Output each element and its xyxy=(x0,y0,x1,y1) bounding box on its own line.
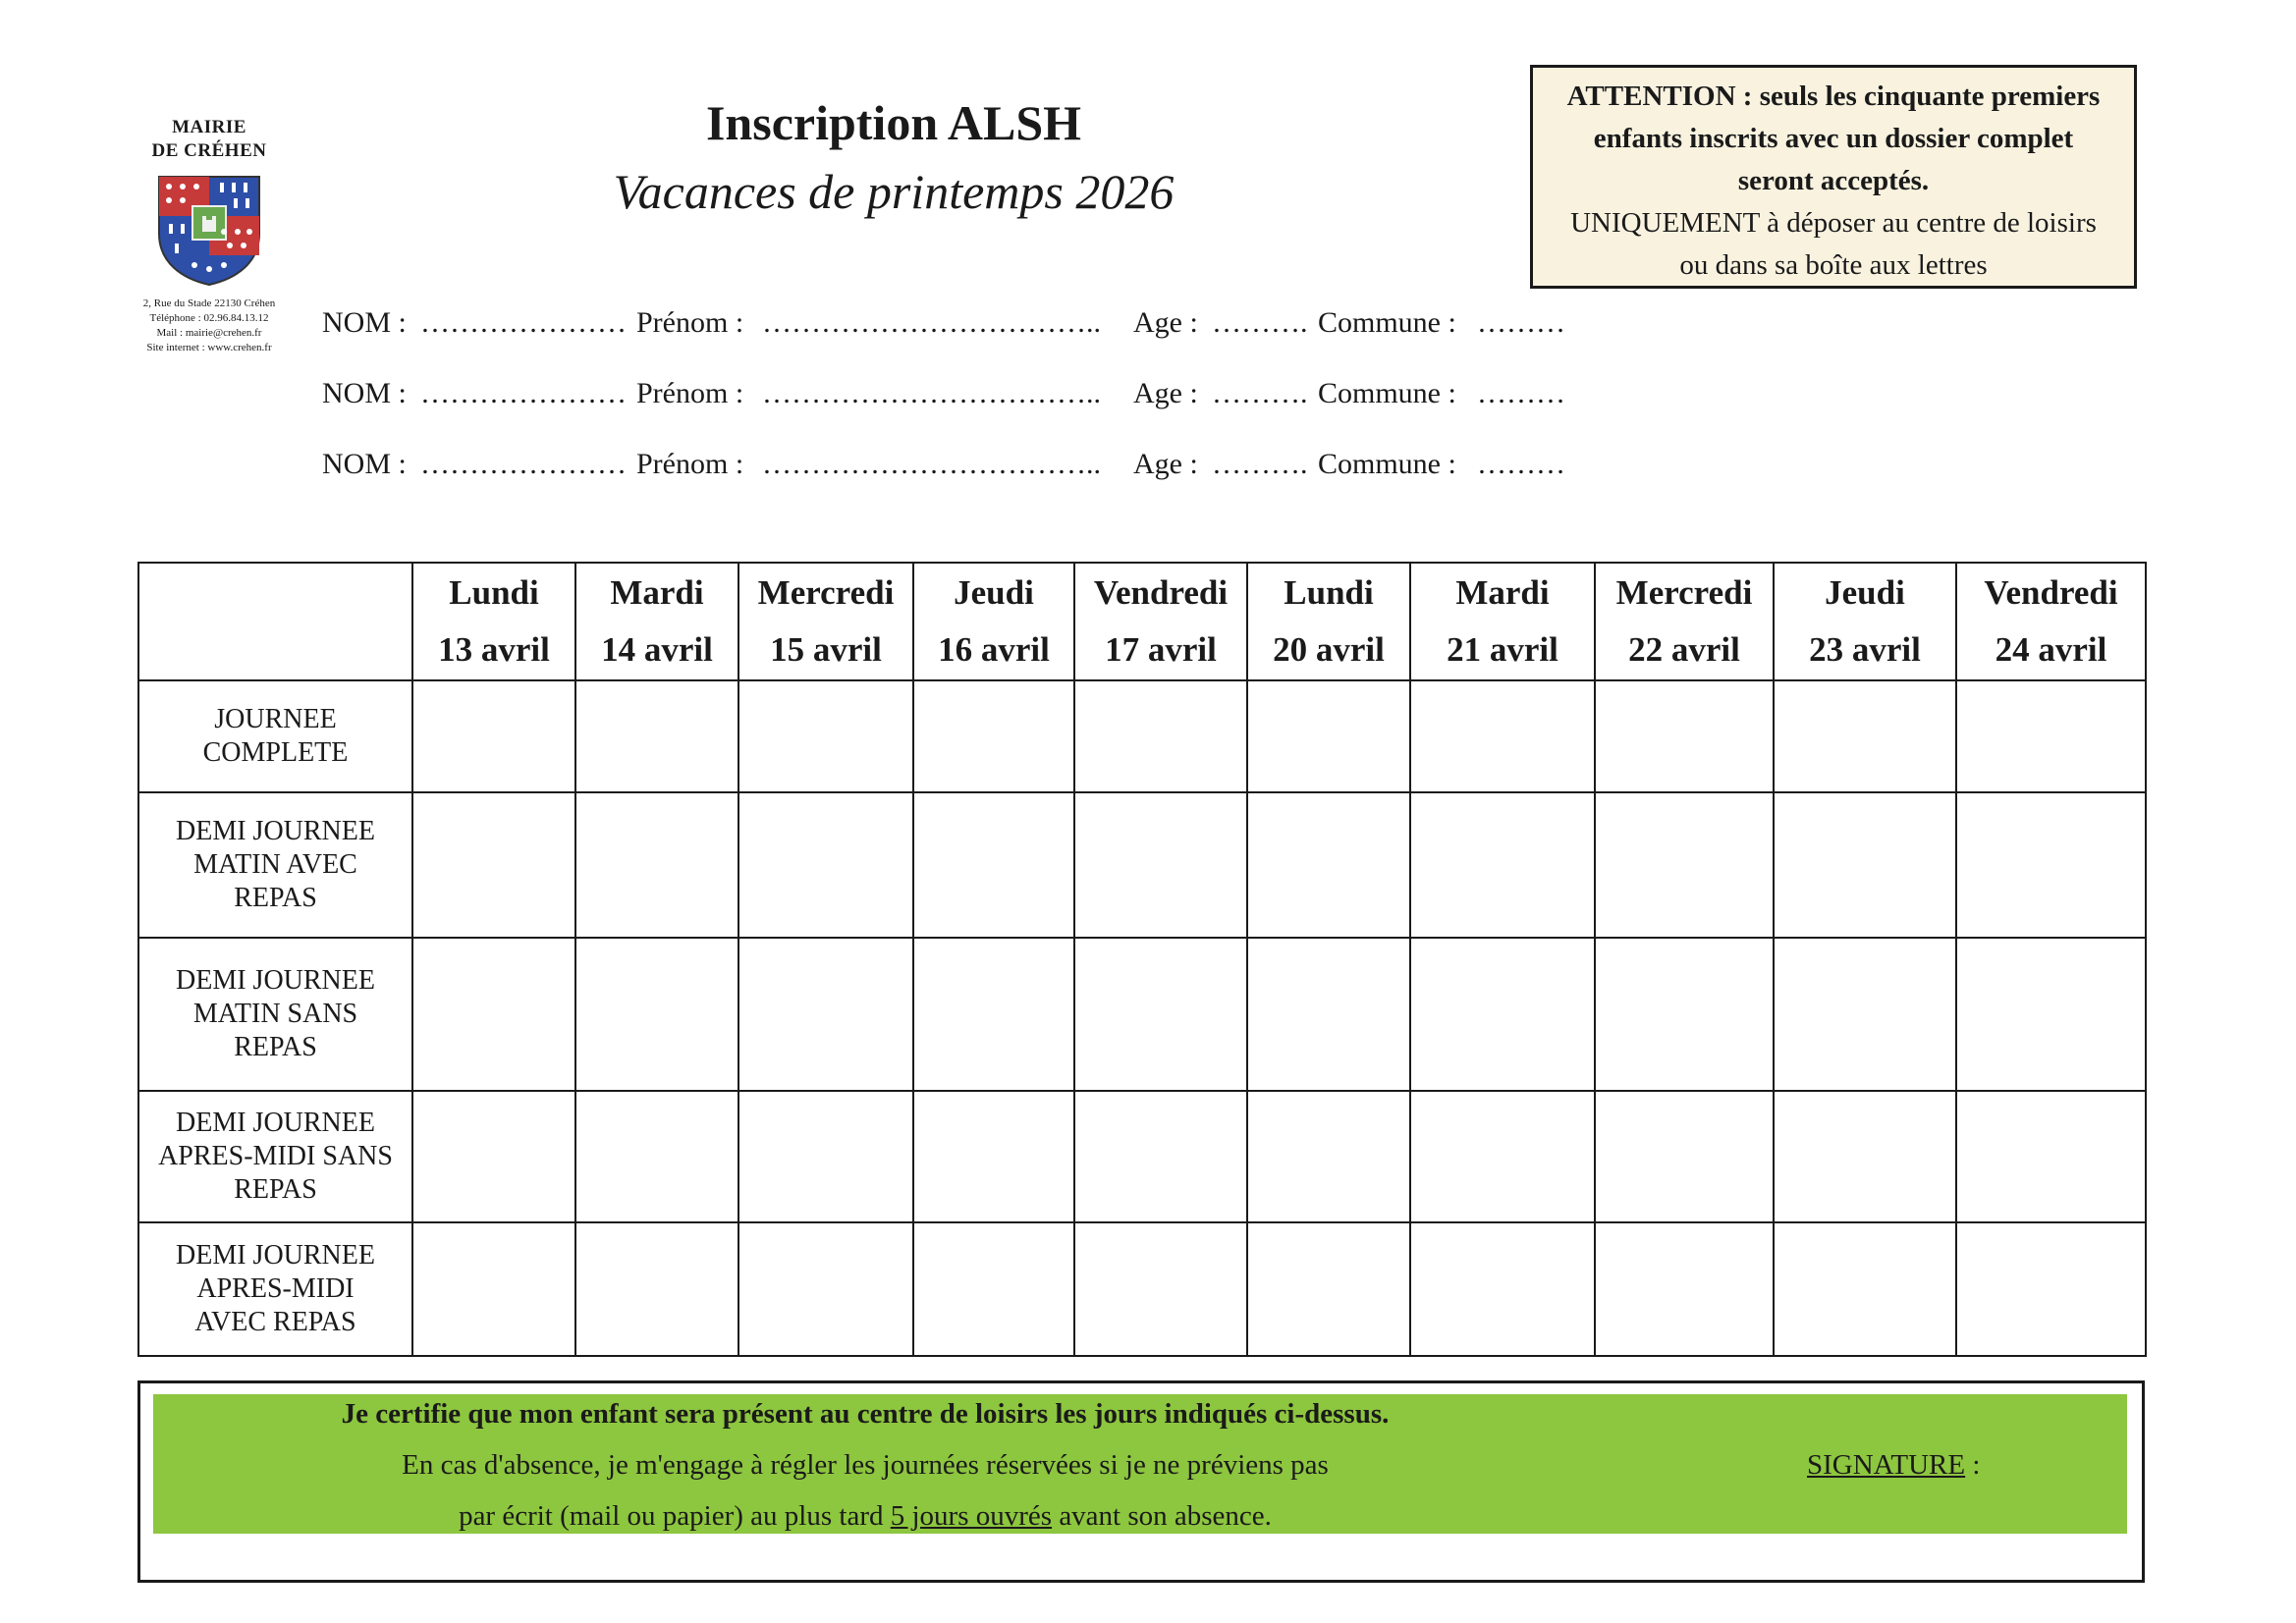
day-header-3 xyxy=(913,563,1074,680)
day-name: Jeudi xyxy=(1825,573,1905,612)
checkbox-cell[interactable] xyxy=(738,938,913,1091)
row-label xyxy=(138,1222,412,1356)
prenom-field[interactable]: …………………………….. xyxy=(762,448,1101,480)
row-label-line: MATIN AVEC xyxy=(193,849,357,880)
child-identity-line-1[interactable] xyxy=(322,306,1565,340)
day-name: Vendredi xyxy=(1984,573,2118,612)
nom-field[interactable]: ………………… xyxy=(420,377,627,409)
absence-clause-line-1: En cas d'absence, je m'engage à régler les journées réservées si je ne préviens pas xyxy=(402,1449,1329,1481)
commune-label: Commune : xyxy=(1318,306,1456,339)
checkbox-cell[interactable] xyxy=(738,1222,913,1356)
checkbox-cell[interactable] xyxy=(575,1091,738,1222)
row-label xyxy=(138,680,412,792)
checkbox-cell[interactable] xyxy=(1247,1222,1410,1356)
day-header-9 xyxy=(1956,563,2146,680)
day-header-6 xyxy=(1410,563,1595,680)
nom-label: NOM : xyxy=(322,377,407,409)
day-header-4 xyxy=(1074,563,1247,680)
age-field[interactable]: ………. xyxy=(1212,377,1308,409)
checkbox-cell[interactable] xyxy=(1956,1091,2146,1222)
mairie-name-line2: DE CRÉHEN xyxy=(151,140,267,161)
mairie-mail: Mail : mairie@crehen.fr xyxy=(156,327,262,339)
checkbox-cell[interactable] xyxy=(1774,792,1956,938)
commune-field[interactable]: ……… xyxy=(1477,448,1565,480)
age-field[interactable]: ………. xyxy=(1212,448,1308,480)
mairie-logo-block xyxy=(116,116,302,355)
row-label-line: DEMI JOURNEE xyxy=(176,1108,375,1138)
age-field[interactable]: ………. xyxy=(1212,306,1308,339)
checkbox-cell[interactable] xyxy=(412,938,575,1091)
commune-label: Commune : xyxy=(1318,448,1456,480)
nom-label: NOM : xyxy=(322,448,407,480)
certification-panel xyxy=(153,1394,2127,1534)
checkbox-cell[interactable] xyxy=(1410,680,1595,792)
nom-field[interactable]: ………………… xyxy=(420,448,627,480)
row-label xyxy=(138,792,412,938)
checkbox-cell[interactable] xyxy=(1074,792,1247,938)
day-name: Mardi xyxy=(1455,573,1550,612)
day-header-0 xyxy=(412,563,575,680)
checkbox-cell[interactable] xyxy=(1247,680,1410,792)
checkbox-cell[interactable] xyxy=(913,1222,1074,1356)
child-identity-line-2[interactable] xyxy=(322,377,1565,410)
day-date: 14 avril xyxy=(601,630,713,669)
checkbox-cell[interactable] xyxy=(1595,1091,1774,1222)
prenom-label: Prénom : xyxy=(636,448,744,480)
checkbox-cell[interactable] xyxy=(1956,938,2146,1091)
checkbox-cell[interactable] xyxy=(1956,680,2146,792)
notice-period: 5 jours ouvrés xyxy=(890,1500,1053,1532)
checkbox-cell[interactable] xyxy=(1247,792,1410,938)
day-header-7 xyxy=(1595,563,1774,680)
checkbox-cell[interactable] xyxy=(1247,1091,1410,1222)
checkbox-cell[interactable] xyxy=(1410,1091,1595,1222)
attention-line-4: UNIQUEMENT à déposer au centre de loisirs xyxy=(1570,207,2097,239)
attention-line-3: seront acceptés. xyxy=(1737,165,1930,196)
age-label: Age : xyxy=(1133,448,1198,480)
checkbox-cell[interactable] xyxy=(913,938,1074,1091)
checkbox-cell[interactable] xyxy=(1247,938,1410,1091)
checkbox-cell[interactable] xyxy=(575,938,738,1091)
day-date: 22 avril xyxy=(1628,630,1740,669)
checkbox-cell[interactable] xyxy=(575,1222,738,1356)
row-label xyxy=(138,938,412,1091)
prenom-field[interactable]: …………………………….. xyxy=(762,377,1101,409)
mairie-name-line1: MAIRIE xyxy=(172,117,246,137)
form-subtitle: Vacances de printemps 2026 xyxy=(613,164,1175,219)
table-row-apres-midi-avec-repas xyxy=(138,1222,2146,1356)
day-date: 16 avril xyxy=(938,630,1050,669)
checkbox-cell[interactable] xyxy=(1410,792,1595,938)
checkbox-cell[interactable] xyxy=(1074,1091,1247,1222)
mairie-phone: Téléphone : 02.96.84.13.12 xyxy=(149,312,269,324)
day-header-1 xyxy=(575,563,738,680)
row-label-line: REPAS xyxy=(234,1174,317,1205)
attention-line-2: enfants inscrits avec un dossier complet xyxy=(1593,123,2074,154)
age-label: Age : xyxy=(1133,306,1198,339)
certification-statement: Je certifie que mon enfant sera présent au centre de loisirs les jours indiqués ci-dessus. xyxy=(341,1398,1390,1430)
prenom-field[interactable]: …………………………….. xyxy=(762,306,1101,339)
checkbox-cell[interactable] xyxy=(1410,1222,1595,1356)
attention-notice xyxy=(1530,65,2137,289)
day-date: 17 avril xyxy=(1105,630,1217,669)
day-name: Mercredi xyxy=(1615,573,1753,612)
checkbox-cell[interactable] xyxy=(412,792,575,938)
attention-line-1: ATTENTION : seuls les cinquante premiers xyxy=(1566,81,2101,112)
checkbox-cell[interactable] xyxy=(1595,792,1774,938)
crehen-coat-of-arms-icon xyxy=(155,173,263,287)
row-label-line: MATIN SANS xyxy=(192,999,358,1029)
absence-clause-text: par écrit (mail ou papier) au plus tard xyxy=(459,1500,891,1532)
form-title: Inscription ALSH xyxy=(705,95,1082,150)
row-label-line: AVEC REPAS xyxy=(194,1307,356,1337)
checkbox-cell[interactable] xyxy=(1774,1222,1956,1356)
day-header-5 xyxy=(1247,563,1410,680)
row-label-line: DEMI JOURNEE xyxy=(176,965,375,996)
nom-label: NOM : xyxy=(322,306,407,339)
row-label-line: JOURNEE xyxy=(214,704,337,734)
day-date: 20 avril xyxy=(1273,630,1385,669)
row-label-line: APRES-MIDI xyxy=(196,1273,355,1304)
signature-colon: : xyxy=(1965,1449,1981,1481)
prenom-label: Prénom : xyxy=(636,306,744,339)
checkbox-cell[interactable] xyxy=(412,680,575,792)
row-label-line: DEMI JOURNEE xyxy=(176,816,375,846)
checkbox-cell[interactable] xyxy=(1595,1222,1774,1356)
age-label: Age : xyxy=(1133,377,1198,409)
row-label-line: REPAS xyxy=(234,883,317,913)
table-row-journee-complete xyxy=(138,680,2146,792)
child-identity-line-3[interactable] xyxy=(322,448,1565,481)
row-label-line: REPAS xyxy=(234,1032,317,1062)
row-label-line: COMPLETE xyxy=(202,737,349,768)
day-date: 23 avril xyxy=(1809,630,1921,669)
table-header-row xyxy=(138,563,2146,680)
checkbox-cell[interactable] xyxy=(1774,680,1956,792)
signature-label: SIGNATURE xyxy=(1807,1449,1966,1481)
day-date: 13 avril xyxy=(438,630,550,669)
checkbox-cell[interactable] xyxy=(1956,1222,2146,1356)
day-date: 15 avril xyxy=(770,630,882,669)
attendance-schedule-table xyxy=(137,562,2147,1357)
checkbox-cell[interactable] xyxy=(738,1091,913,1222)
day-name: Mercredi xyxy=(757,573,895,612)
checkbox-cell[interactable] xyxy=(913,1091,1074,1222)
checkbox-cell[interactable] xyxy=(1074,938,1247,1091)
mairie-address: 2, Rue du Stade 22130 Créhen xyxy=(142,298,276,309)
checkbox-cell[interactable] xyxy=(575,792,738,938)
day-name: Lundi xyxy=(449,573,539,612)
checkbox-cell[interactable] xyxy=(412,1222,575,1356)
absence-clause-end: avant son absence. xyxy=(1052,1500,1272,1532)
table-corner-cell xyxy=(138,563,412,680)
day-header-8 xyxy=(1774,563,1956,680)
checkbox-cell[interactable] xyxy=(1774,938,1956,1091)
day-date: 24 avril xyxy=(1995,630,2107,669)
checkbox-cell[interactable] xyxy=(1956,792,2146,938)
commune-field[interactable]: ……… xyxy=(1477,377,1565,409)
table-row-matin-sans-repas xyxy=(138,938,2146,1091)
checkbox-cell[interactable] xyxy=(738,792,913,938)
checkbox-cell[interactable] xyxy=(913,680,1074,792)
checkbox-cell[interactable] xyxy=(1410,938,1595,1091)
day-header-2 xyxy=(738,563,913,680)
commune-field[interactable]: ……… xyxy=(1477,306,1565,339)
table-row-apres-midi-sans-repas xyxy=(138,1091,2146,1222)
checkbox-cell[interactable] xyxy=(738,680,913,792)
row-label-line: DEMI JOURNEE xyxy=(176,1240,375,1271)
signature-field[interactable] xyxy=(1807,1449,1980,1482)
row-label-line: APRES-MIDI SANS xyxy=(158,1141,393,1171)
checkbox-cell[interactable] xyxy=(1774,1091,1956,1222)
day-name: Vendredi xyxy=(1093,573,1229,612)
checkbox-cell[interactable] xyxy=(575,680,738,792)
prenom-label: Prénom : xyxy=(636,377,744,409)
commune-label: Commune : xyxy=(1318,377,1456,409)
table-row-matin-avec-repas xyxy=(138,792,2146,938)
checkbox-cell[interactable] xyxy=(412,1091,575,1222)
absence-clause-line-2 xyxy=(153,1500,1577,1533)
checkbox-cell[interactable] xyxy=(1074,1222,1247,1356)
nom-field[interactable]: ………………… xyxy=(420,306,627,339)
checkbox-cell[interactable] xyxy=(1074,680,1247,792)
checkbox-cell[interactable] xyxy=(1595,680,1774,792)
attention-line-5: ou dans sa boîte aux lettres xyxy=(1679,249,1988,281)
day-name: Jeudi xyxy=(954,573,1034,612)
checkbox-cell[interactable] xyxy=(1595,938,1774,1091)
checkbox-cell[interactable] xyxy=(913,792,1074,938)
mairie-website: Site internet : www.crehen.fr xyxy=(146,342,272,353)
day-date: 21 avril xyxy=(1447,630,1558,669)
row-label xyxy=(138,1091,412,1222)
day-name: Mardi xyxy=(610,573,704,612)
day-name: Lundi xyxy=(1284,573,1374,612)
